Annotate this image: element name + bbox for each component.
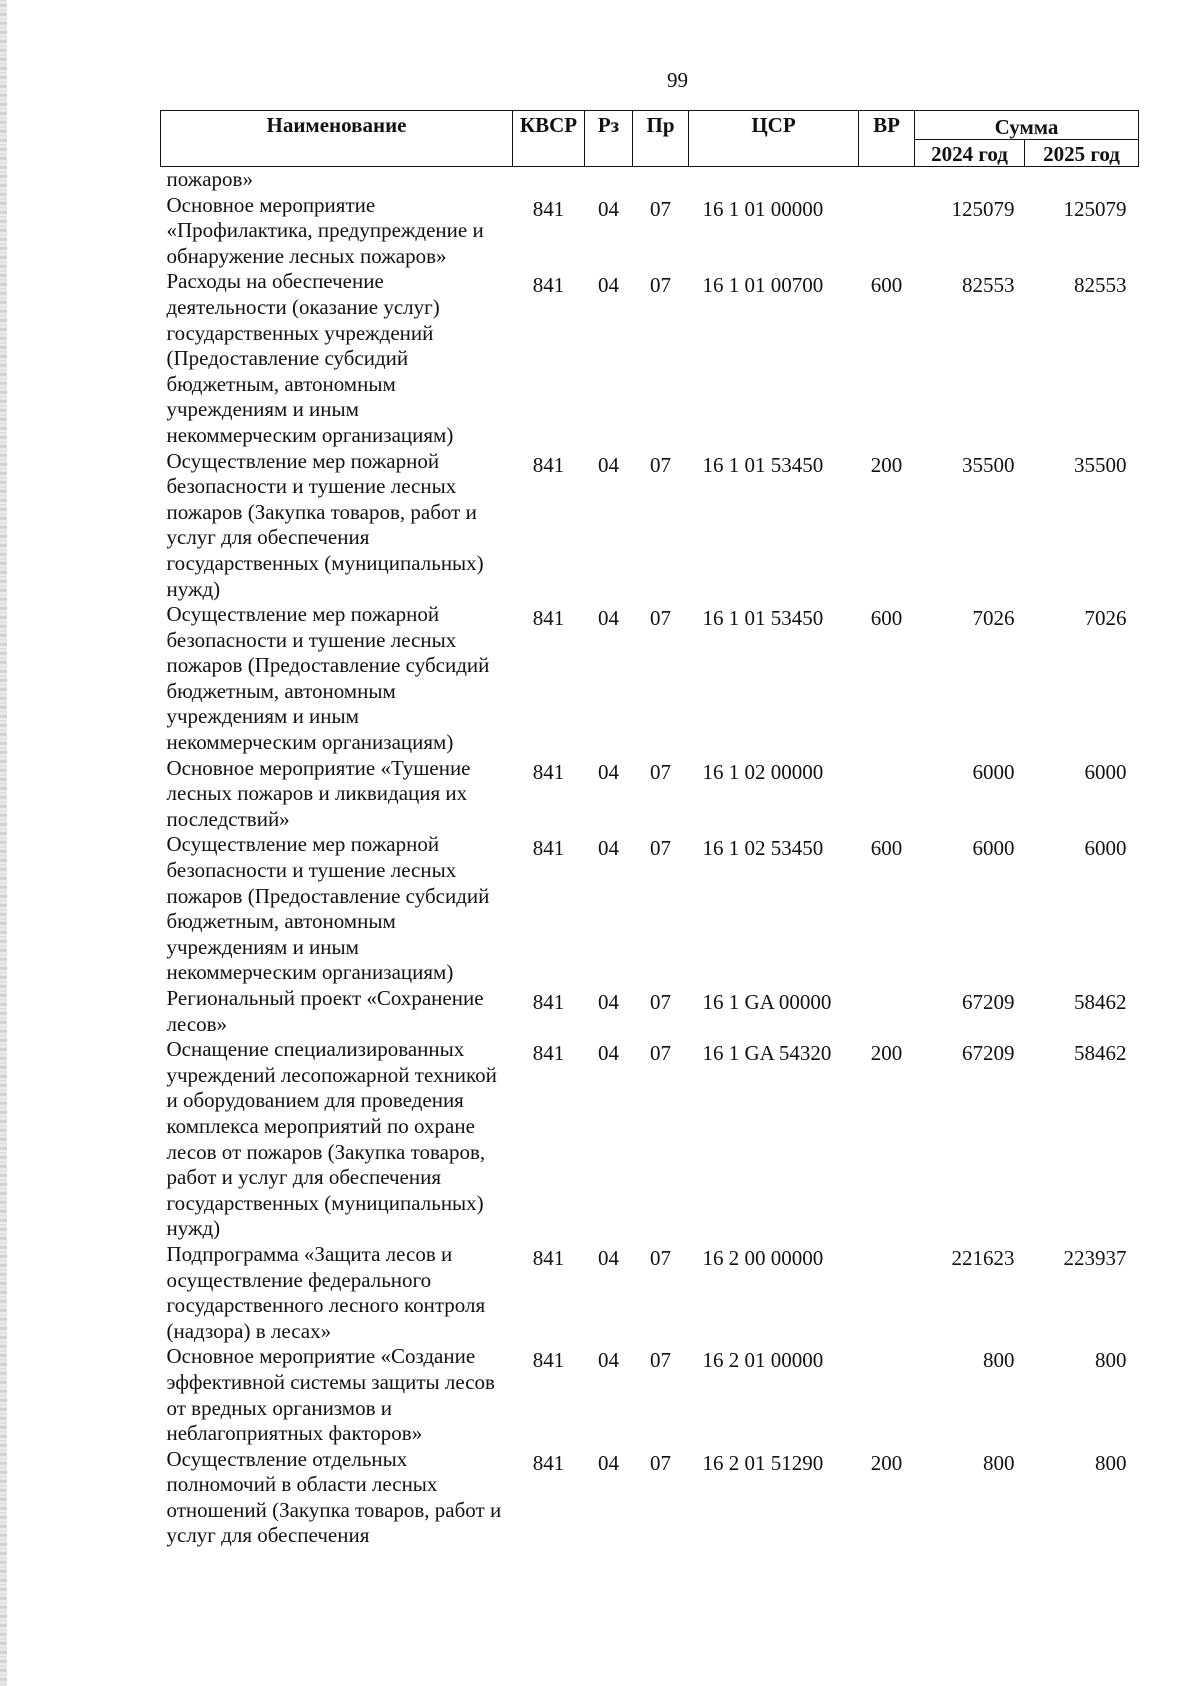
cell-sum-2025: 125079 [1063,196,1127,221]
header-sum: Сумма [915,111,1139,140]
cell-name: Основное мероприятие «Создание эффективной системы защиты лесов от вредных организмов и неблагоприятных факторов» [166,1344,495,1446]
cell-sum-2025: 82553 [1074,273,1127,298]
header-year-2025: 2025 год [1025,140,1139,167]
cell-rz: 04 [598,452,619,477]
cell-sum-2025: 35500 [1074,452,1127,477]
cell-name: Осуществление отдельных полномочий в области лесных отношений (Закупка товаров, работ и услуг для обеспечения [166,1446,502,1548]
cell-vr: 600 [870,273,903,298]
cell-csr: 16 1 GA 00000 [702,990,832,1014]
header-name: Наименование [161,111,513,167]
cell-sum-2025: 800 [1095,1348,1127,1373]
table-row [161,1447,1139,1549]
cell-csr: 16 1 01 53450 [702,606,824,631]
cell-name: Подпрограмма «Защита лесов и осуществление федерального государственного лесного контроля (надзора) в лесах» [166,1241,486,1343]
table-row [161,756,1139,833]
cell-rz: 04 [598,273,619,298]
cell-kvsr: 841 [532,1245,565,1270]
cell-vr [859,193,915,270]
header-rz: Рз [585,111,633,167]
cell-sum-2024: 67209 [962,990,1015,1014]
cell-sum-2025: 223937 [1063,1245,1127,1270]
table-row [161,1037,1139,1242]
cell-pr: 07 [650,759,671,784]
cell-sum-2024 [915,167,1025,193]
cell-csr: 16 2 00 00000 [702,1245,824,1270]
cell-vr: 200 [870,452,903,477]
cell-vr [859,167,915,193]
cell-pr: 07 [650,273,671,298]
cell-pr: 07 [650,1041,671,1066]
header-kvsr: КВСР [513,111,585,167]
cell-name: Региональный проект «Сохранение лесов» [166,986,484,1036]
cell-sum-2024: 800 [983,1348,1015,1373]
cell-name: Основное мероприятие «Профилактика, предупреждение и обнаружение лесных пожаров» [166,192,484,268]
cell-sum-2024: 6000 [972,836,1015,861]
header-year-2024: 2024 год [915,140,1025,167]
cell-sum-2024: 67209 [962,1041,1015,1066]
cell-kvsr: 841 [532,273,565,298]
table-row [161,1242,1139,1344]
table-row [161,167,1139,193]
cell-pr: 07 [650,1348,671,1373]
cell-kvsr [513,167,585,193]
cell-csr: 16 1 02 53450 [702,836,824,861]
cell-pr: 07 [650,990,671,1014]
table-header [161,111,1139,167]
scan-edge-artifact [0,0,7,1686]
cell-vr [859,756,915,833]
cell-name: пожаров» [166,167,253,191]
cell-kvsr: 841 [532,990,565,1014]
cell-name: Осуществление мер пожарной безопасности и тушение лесных пожаров (Закупка товаров, работ и услуг для обеспечения государственных (муниципальных) нужд) [166,448,484,601]
cell-vr: 600 [870,606,903,631]
cell-pr: 07 [650,606,671,631]
cell-rz: 04 [598,990,619,1014]
header-pr: Пр [633,111,689,167]
cell-csr: 16 1 01 00700 [702,273,824,298]
cell-vr: 600 [870,836,903,861]
cell-name: Расходы на обеспечение деятельности (оказание услуг) государственных учреждений (Предоставление субсидий бюджетным, автономным учреждениям и иным некоммерческим организациям) [166,269,454,447]
cell-kvsr: 841 [532,452,565,477]
table-row [161,193,1139,270]
cell-sum-2025: 800 [1095,1450,1127,1475]
cell-pr: 07 [650,836,671,861]
cell-rz: 04 [598,836,619,861]
cell-vr: 200 [870,1041,903,1066]
cell-vr [859,1242,915,1344]
table-row [161,1344,1139,1446]
cell-rz [585,167,633,193]
cell-sum-2024: 800 [983,1450,1015,1475]
cell-name: Осуществление мер пожарной безопасности и тушение лесных пожаров (Предоставление субсидий бюджетным, автономным учреждениям и иным некоммерческим организациям) [166,602,490,755]
cell-sum-2025 [1025,167,1139,193]
table-row [161,602,1139,756]
cell-rz: 04 [598,196,619,221]
cell-rz: 04 [598,1245,619,1270]
cell-kvsr: 841 [532,836,565,861]
cell-sum-2025: 7026 [1084,606,1127,631]
cell-rz: 04 [598,1450,619,1475]
cell-rz: 04 [598,606,619,631]
cell-sum-2024: 6000 [972,759,1015,784]
budget-table [160,110,1139,1549]
cell-sum-2024: 82553 [962,273,1015,298]
cell-sum-2024: 125079 [951,196,1015,221]
cell-kvsr: 841 [532,1041,565,1066]
cell-name: Осуществление мер пожарной безопасности и тушение лесных пожаров (Предоставление субсидий бюджетным, автономным учреждениям и иным некоммерческим организациям) [166,832,490,985]
cell-sum-2025: 6000 [1084,836,1127,861]
table-row [161,269,1139,448]
table-row [161,449,1139,603]
header-csr: ЦСР [689,111,859,167]
cell-rz: 04 [598,1041,619,1066]
cell-sum-2025: 58462 [1074,990,1127,1014]
cell-csr [689,167,859,193]
table-body [161,167,1139,1550]
table-row [161,986,1139,1037]
cell-csr: 16 1 GA 54320 [702,1041,832,1066]
page-number: 99 [667,68,688,92]
cell-csr: 16 1 01 53450 [702,452,824,477]
cell-sum-2024: 221623 [951,1245,1015,1270]
cell-sum-2024: 35500 [962,452,1015,477]
cell-pr: 07 [650,452,671,477]
cell-vr [859,1344,915,1446]
cell-pr [633,167,689,193]
table-row [161,832,1139,986]
cell-csr: 16 2 01 51290 [702,1450,824,1475]
cell-kvsr: 841 [532,1450,565,1475]
header-vr: ВР [859,111,915,167]
cell-pr: 07 [650,1450,671,1475]
cell-kvsr: 841 [532,606,565,631]
cell-kvsr: 841 [532,759,565,784]
cell-pr: 07 [650,1245,671,1270]
cell-pr: 07 [650,196,671,221]
cell-rz: 04 [598,759,619,784]
cell-kvsr: 841 [532,1348,565,1373]
cell-name: Оснащение специализированных учреждений лесопожарной техникой и оборудованием для проведения комплекса мероприятий по охране лесов от пожаров (Закупка товаров, работ и услуг для обеспечения государственных (муниципальных) нужд) [166,1037,497,1241]
cell-sum-2025: 58462 [1074,1041,1127,1066]
cell-name: Основное мероприятие «Тушение лесных пожаров и ликвидация их последствий» [166,755,471,831]
cell-kvsr: 841 [532,196,565,221]
cell-csr: 16 2 01 00000 [702,1348,824,1373]
cell-csr: 16 1 01 00000 [702,196,824,221]
cell-sum-2024: 7026 [972,606,1015,631]
cell-vr: 200 [870,1450,903,1475]
cell-sum-2025: 6000 [1084,759,1127,784]
cell-csr: 16 1 02 00000 [702,759,824,784]
cell-rz: 04 [598,1348,619,1373]
cell-vr [859,986,915,1037]
